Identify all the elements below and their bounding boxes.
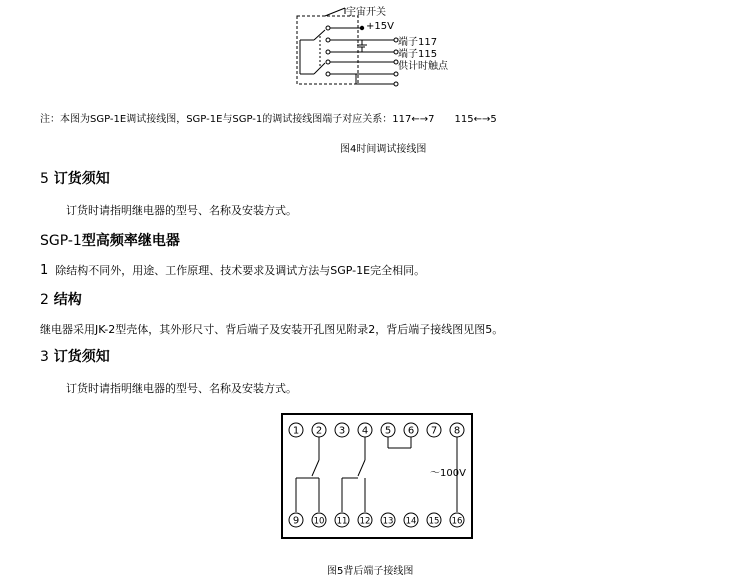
fig4-caption: 图4时间调试接线图 <box>340 144 427 155</box>
switch-label: 宇宙开关 <box>346 7 386 18</box>
terminal-9-label: 9 <box>292 515 300 527</box>
terminal-2-label: 2 <box>315 425 323 437</box>
terminal-7-label: 7 <box>430 425 438 437</box>
fig5-caption: 图5背后端子接线图 <box>327 566 414 577</box>
terminal-5-label: 5 <box>384 425 392 437</box>
section-5-number: 5 <box>40 171 49 187</box>
terminal-8-label: 8 <box>453 425 461 437</box>
terminal-1-label: 1 <box>292 425 300 437</box>
section-2-body: 继电器采用JK-2型壳体，其外形尺寸、背后端子及安装开孔图见附录2，背后端子接线图见图5。 <box>40 323 504 336</box>
product-title: 型高频率继电器 <box>81 233 180 249</box>
terminal-12-label: 12 <box>359 516 371 527</box>
supply-voltage-label: ～100V <box>430 468 466 479</box>
section-1-body: 除结构不同外，用途、工作原理、技术要求及调试方法与SGP-1E完全相同。 <box>55 264 426 277</box>
fig4-note: 注：本图为SGP-1E调试接线图，SGP-1E与SGP-1的调试接线图端子对应关系：117←→7 115←→5 <box>40 114 497 125</box>
section-2-title: 结构 <box>53 292 82 308</box>
terminal-15-label: 15 <box>428 516 440 527</box>
section-2-number: 2 <box>40 292 49 308</box>
section-3-number: 3 <box>40 349 49 365</box>
terminal-4-label: 4 <box>361 425 369 437</box>
terminal-6-label: 6 <box>407 425 415 437</box>
terminal-10-label: 10 <box>313 516 325 527</box>
plus15v-label: +15V <box>366 21 394 32</box>
terminal-14-label: 14 <box>405 516 417 527</box>
terminal-16-label: 16 <box>451 516 463 527</box>
section-3-body: 订货时请指明继电器的型号、名称及安装方式。 <box>66 382 297 395</box>
timing-contact-label: 供计时触点 <box>398 61 448 72</box>
product-model: SGP-1 <box>40 233 82 249</box>
terminal-13-label: 13 <box>382 516 394 527</box>
terminal-115-label: 端子115 <box>398 49 438 60</box>
terminal-117-label: 端子117 <box>398 37 438 48</box>
section-5-body: 订货时请指明继电器的型号、名称及安装方式。 <box>66 204 297 217</box>
section-5-title: 订货须知 <box>53 171 110 187</box>
section-1-number: 1 <box>40 263 49 278</box>
section-3-title: 订货须知 <box>53 349 110 365</box>
terminal-3-label: 3 <box>338 425 346 437</box>
terminal-11-label: 11 <box>336 516 348 527</box>
